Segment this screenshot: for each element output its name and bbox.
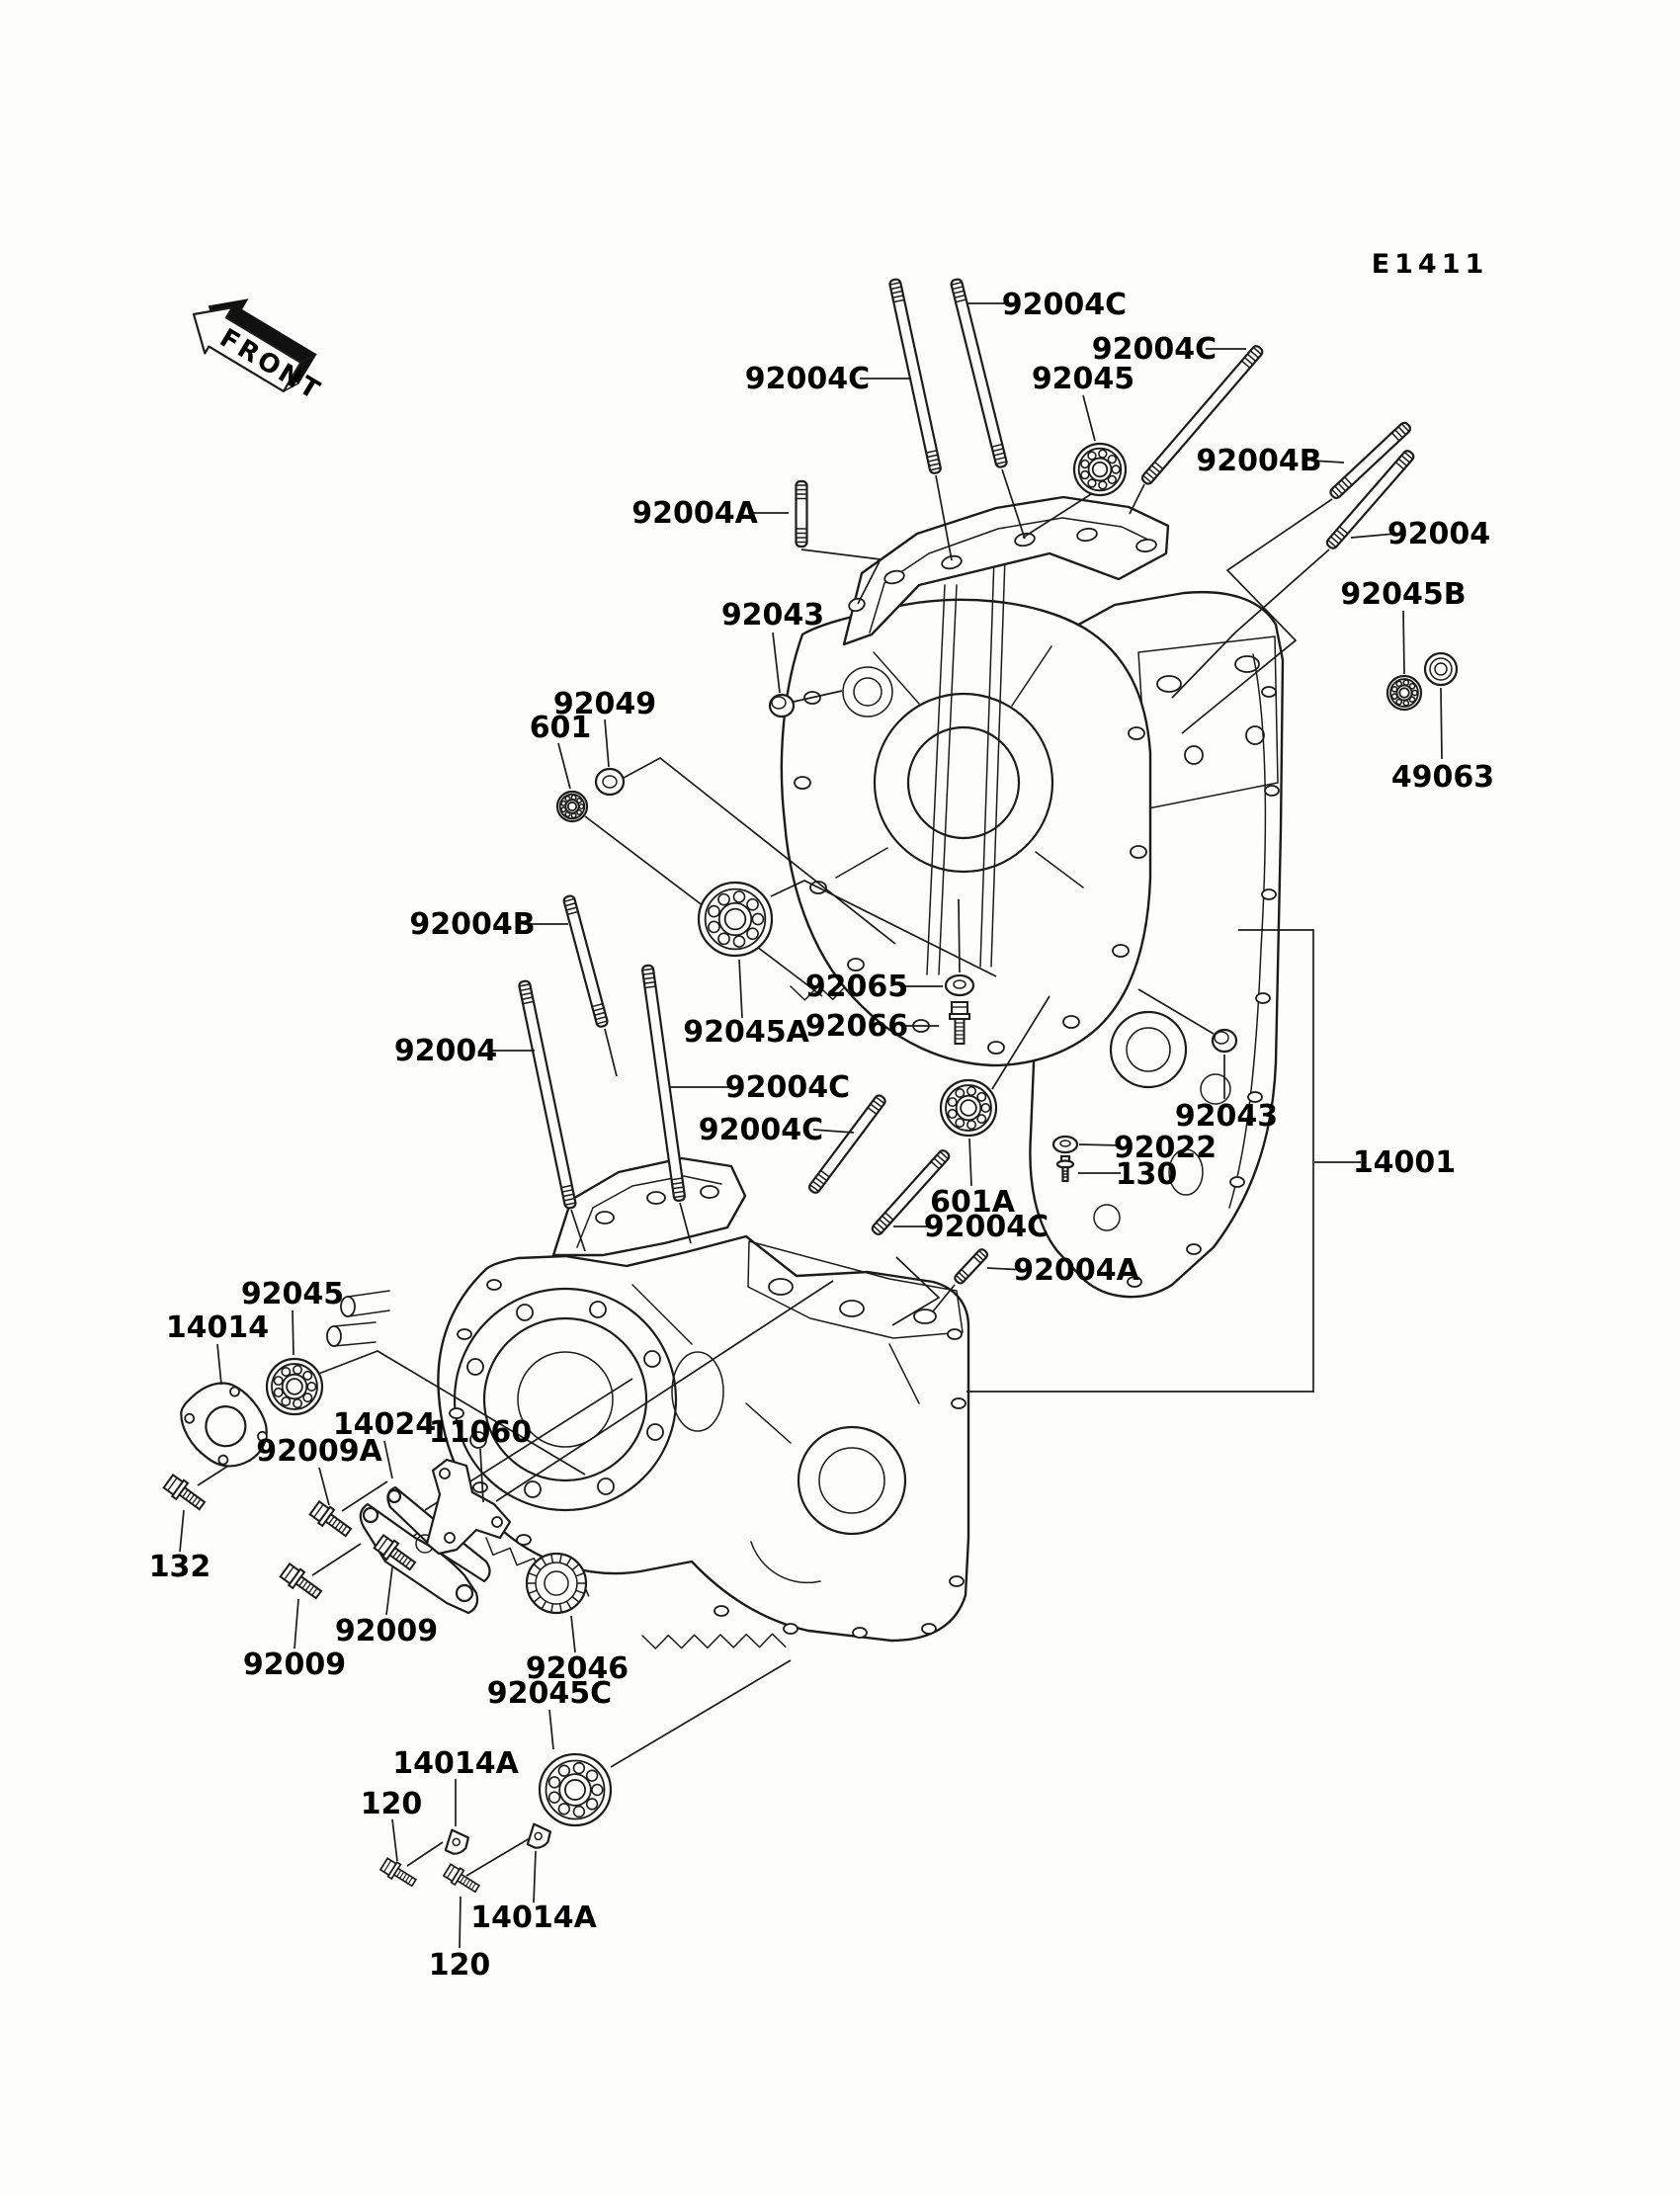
leader-92009-2 <box>294 1599 298 1648</box>
bushing-92043-upper <box>770 695 794 717</box>
part-label-92043-upper: 92043 <box>720 598 825 633</box>
bushing-92043-lower <box>1213 1030 1236 1052</box>
bearing-601a <box>941 1080 996 1136</box>
part-label-92043-lower: 92043 <box>1174 1099 1279 1134</box>
part-label-92009-2: 92009 <box>242 1648 347 1682</box>
part-label-14024: 14024 <box>332 1407 437 1442</box>
front-arrow-label: FRONT <box>214 323 327 407</box>
lower-crankcase <box>327 1236 968 1666</box>
part-label-92004a-upper: 92004A <box>631 496 758 531</box>
bolt-92009-2 <box>280 1563 325 1603</box>
leader-14014a-2 <box>534 1851 536 1902</box>
part-label-14014a-1: 14014A <box>392 1746 519 1781</box>
part-label-92049: 92049 <box>552 687 657 721</box>
part-label-92004c-1: 92004C <box>1001 288 1128 322</box>
stud-92004b-left <box>563 895 609 1028</box>
stud-92004a-upper <box>797 481 807 547</box>
bolt-92009a <box>309 1500 355 1541</box>
leader-92009a <box>319 1468 329 1505</box>
part-label-92045a: 92045A <box>683 1015 809 1050</box>
part-label-14014a-2: 14014A <box>470 1901 597 1935</box>
diagram-code: E1411 <box>1371 249 1489 280</box>
part-label-14001: 14001 <box>1352 1145 1457 1180</box>
part-label-11060: 11060 <box>428 1415 533 1450</box>
clip-14014a-1 <box>440 1825 472 1857</box>
leader-92046 <box>571 1616 575 1652</box>
leader-14014 <box>217 1344 221 1385</box>
stud-92004c-2 <box>951 279 1008 468</box>
part-label-92004c-6: 92004C <box>923 1210 1050 1244</box>
labels-layer <box>149 288 1495 1983</box>
bearing-92045a <box>699 883 772 956</box>
part-label-92045b: 92045B <box>1340 577 1467 612</box>
part-label-92004c-5: 92004C <box>698 1113 824 1147</box>
stud-92004-left <box>519 980 577 1209</box>
needle-bearing-92046 <box>527 1554 586 1613</box>
bearing-92045-lower <box>267 1359 322 1414</box>
part-label-92009-1: 92009 <box>334 1614 439 1648</box>
leader-601a <box>969 1139 971 1186</box>
leader-92043-upper <box>773 633 780 693</box>
part-label-120-1: 120 <box>360 1787 423 1821</box>
leader-49063 <box>1441 688 1442 759</box>
part-label-92066: 92066 <box>804 1009 909 1044</box>
leader-92045-lower <box>293 1310 294 1355</box>
part-label-120-2: 120 <box>428 1948 491 1983</box>
leader-92049 <box>605 719 609 767</box>
part-label-130: 130 <box>1115 1157 1178 1192</box>
leader-14024 <box>384 1441 392 1479</box>
leader-92045a <box>739 960 742 1018</box>
leader-92045-top <box>1083 395 1095 441</box>
part-label-14014: 14014 <box>165 1310 270 1345</box>
part-label-92045c: 92045C <box>486 1676 613 1711</box>
bearing-92045-top <box>1074 444 1126 495</box>
part-label-601a: 601A <box>930 1185 1015 1220</box>
screw-120-2 <box>443 1863 481 1896</box>
leader-92009-1 <box>386 1567 392 1615</box>
leader-120-2 <box>460 1897 461 1948</box>
front-arrow <box>180 280 342 415</box>
part-label-92045-top: 92045 <box>1031 362 1135 396</box>
part-label-92004c-3: 92004C <box>1091 332 1218 367</box>
leader-132 <box>180 1510 184 1552</box>
bolt-132 <box>163 1474 209 1514</box>
bearing-92045c <box>540 1754 611 1825</box>
part-label-92004b-left: 92004B <box>409 907 536 942</box>
washer-92022 <box>1053 1137 1077 1152</box>
part-label-92009a: 92009A <box>256 1434 382 1469</box>
stud-92004c-1 <box>889 279 942 474</box>
part-label-92045-lower: 92045 <box>240 1277 345 1311</box>
leader-601 <box>558 743 570 789</box>
part-label-132: 132 <box>148 1550 211 1584</box>
washer-92065 <box>946 975 973 995</box>
leader-120-1 <box>392 1819 397 1861</box>
nut-49063 <box>1425 653 1457 685</box>
part-label-92004a-lower: 92004A <box>1013 1253 1139 1288</box>
part-label-49063: 49063 <box>1390 760 1495 795</box>
part-label-92004c-4: 92004C <box>724 1070 851 1105</box>
part-label-92065: 92065 <box>804 970 909 1004</box>
part-label-92004-left: 92004 <box>393 1034 498 1068</box>
clip-14014a-2 <box>522 1819 554 1851</box>
leader-92045b <box>1403 611 1404 674</box>
part-label-92004b-right: 92004B <box>1196 444 1322 478</box>
part-label-92022: 92022 <box>1113 1131 1218 1165</box>
part-label-92046: 92046 <box>525 1651 630 1686</box>
bearing-601 <box>557 792 587 821</box>
part-label-92004-right: 92004 <box>1386 517 1491 551</box>
washer-92049 <box>596 769 624 795</box>
leader-92045c <box>549 1710 553 1749</box>
bearing-92045b <box>1387 676 1421 710</box>
stud-92004a-lower <box>954 1248 989 1285</box>
part-label-601: 601 <box>529 711 592 745</box>
part-label-92004c-2: 92004C <box>744 362 871 396</box>
